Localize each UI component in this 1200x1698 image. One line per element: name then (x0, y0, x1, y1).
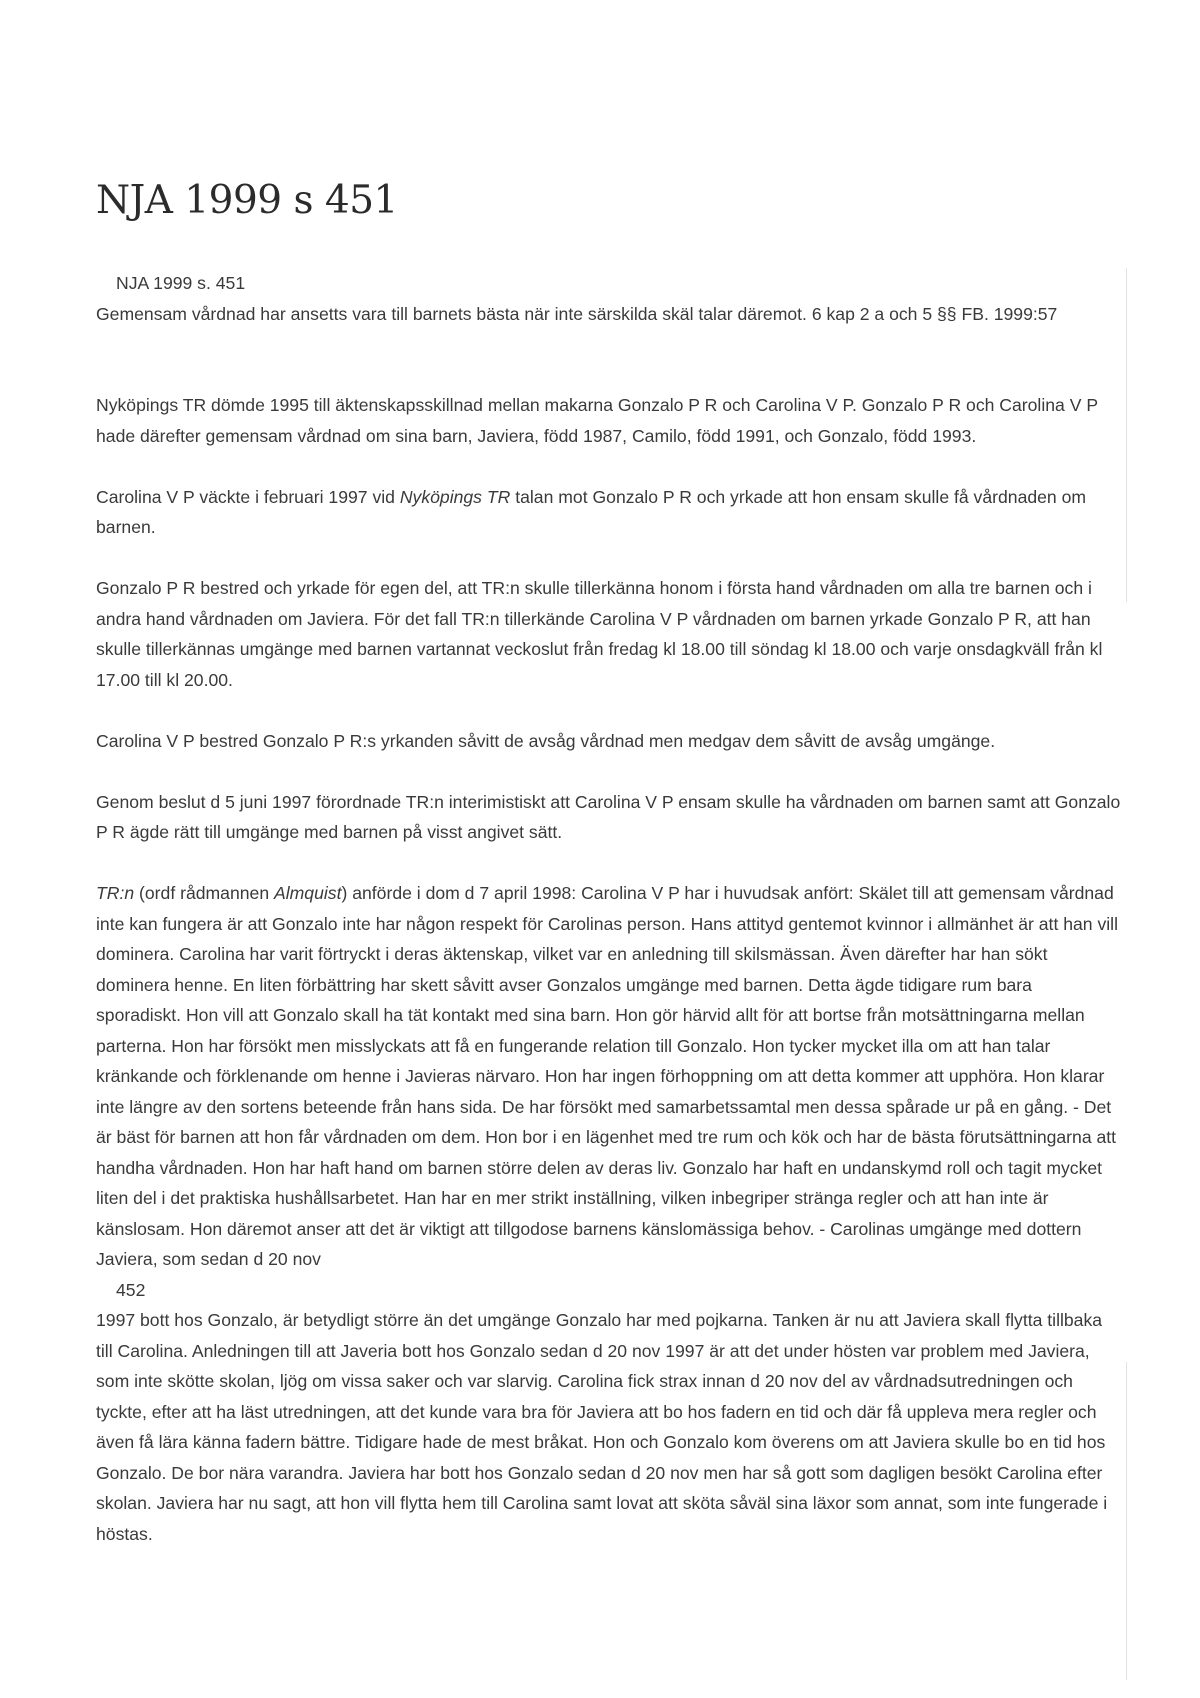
paragraph (96, 878, 1121, 1275)
paragraph (96, 482, 1121, 543)
text-run: Carolina V P väckte i februari 1997 vid (96, 486, 400, 507)
case-reference: NJA 1999 s. 451 (116, 273, 246, 293)
spacer (96, 543, 1121, 574)
paragraph: 1997 bott hos Gonzalo, är betydligt större än det umgänge Gonzalo har med pojkarna. Tanken är nu att Javiera skall flytta tillbaka till Carolina. Anledningen till att Javeria bott hos Gonzalo sedan d 20 nov 1997 är att det under hösten var problem med Javiera, som inte skötte skolan, ljög om vissa saker och var slarvig. Carolina fick strax innan d 20 nov del av vårdnadsutredningen och tyckte, efter att ha läst utredningen, att det kunde vara bra för Javiera att bo hos fadern en tid och där få uppleva mera regler och även få lära känna fadern bättre. Tidigare hade de mest bråkat. Hon och Gonzalo kom överens om att Javiera skulle bo en tid hos Gonzalo. De bor nära varandra. Javiera har bott hos Gonzalo sedan d 20 nov men har så gott som dagligen besökt Carolina efter skolan. Javiera har nu sagt, att hon vill flytta hem till Carolina samt lovat att sköta såväl sina läxor som annat, som inte fungerade i höstas. (96, 1310, 1108, 1544)
spacer (96, 329, 1121, 390)
court-name: Nyköpings TR (399, 486, 511, 507)
text-run: (ordf rådmannen (134, 883, 274, 903)
right-margin-rule (1126, 1362, 1127, 1680)
spacer (96, 756, 1121, 787)
court-name: TR:n (96, 883, 135, 903)
spacer (96, 848, 1121, 879)
document-title: NJA 1999 s 451 (96, 178, 398, 223)
paragraph: Carolina V P bestred Gonzalo P R:s yrkanden såvitt de avsåg vårdnad men medgav dem såvitt de avsåg umgänge. (96, 730, 996, 751)
case-summary: Gemensam vårdnad har ansetts vara till barnets bästa när inte särskilda skäl talar däremot. 6 kap 2 a och 5 §§ FB. 1999:57 (96, 303, 1058, 324)
text-run: talan mot Gonzalo P R och yrkade att hon ensam skulle få vårdnaden om barnen. (96, 486, 1087, 537)
page-number: 452 (116, 1279, 146, 1300)
right-margin-rule (1126, 268, 1127, 602)
spacer (96, 695, 1121, 726)
judge-name: Almquist (274, 883, 342, 903)
document-body (96, 268, 1121, 1549)
spacer (96, 451, 1121, 482)
text-run: ) anförde i dom d 7 april 1998: Carolina V P har i huvudsak anfört: Skälet till att gemensam vårdnad inte kan fungera är att Gonzalo inte har någon respekt för Carolinas person. Hans attityd gentemot kvinnor i allmänhet är att han vill dominera. Carolina har varit förtryckt i deras äktenskap, vilket var en anledning till skilsmässan. Även därefter har han sökt dominera henne. En liten förbättring har skett såvitt avser Gonzalos umgänge med barnen. Detta ägde tidigare rum bara sporadiskt. Hon vill att Gonzalo skall ha tät kontakt med sina barn. Hon gör härvid allt för att bortse från motsättningarna mellan parterna. Hon har försökt men misslyckats att få en fungerande relation till Gonzalo. Hon tycker mycket illa om att han talar kränkande och förklenande om henne i Javieras närvaro. Hon har ingen förhoppning om att detta kommer att upphöra. Hon klarar inte längre av den sortens beteende från hans sida. De har försökt med samarbetssamtal men dessa spårade ur på en gång. - Det är bäst för barnen att hon får vårdnaden om dem. Hon bor i en lägenhet med tre rum och kök och har de bästa förutsättningarna att handha vårdnaden. Hon har haft hand om barnen större delen av deras liv. Gonzalo har haft en undanskymd roll och tagit mycket liten del i det praktiska hushållsarbetet. Han har en mer strikt inställning, vilken inbegriper stränga regler och att han inte är känslosam. Hon däremot anser att det är viktigt att tillgodose barnens känslomässiga behov. - Carolinas umgänge med dottern Javiera, som sedan d 20 nov (96, 883, 1118, 1269)
paragraph: Nyköpings TR dömde 1995 till äktenskapsskillnad mellan makarna Gonzalo P R och Carolina V P. Gonzalo P R och Carolina V P hade därefter gemensam vårdnad om sina barn, Javiera, född 1987, Camilo, född 1991, och Gonzalo, född 1993. (96, 395, 1098, 446)
paragraph: Genom beslut d 5 juni 1997 förordnade TR:n interimistiskt att Carolina V P ensam skulle ha vårdnaden om barnen samt att Gonzalo P R ägde rätt till umgänge med barnen på visst angivet sätt. (96, 791, 1121, 842)
paragraph: Gonzalo P R bestred och yrkade för egen del, att TR:n skulle tillerkänna honom i första hand vårdnaden om alla tre barnen och i andra hand vårdnaden om Javiera. För det fall TR:n tillerkände Carolina V P vårdnaden om barnen yrkade Gonzalo P R, att han skulle tillerkännas umgänge med barnen vartannat veckoslut från fredag kl 18.00 till söndag kl 18.00 och varje onsdagkväll från kl 17.00 till kl 20.00. (96, 578, 1103, 690)
